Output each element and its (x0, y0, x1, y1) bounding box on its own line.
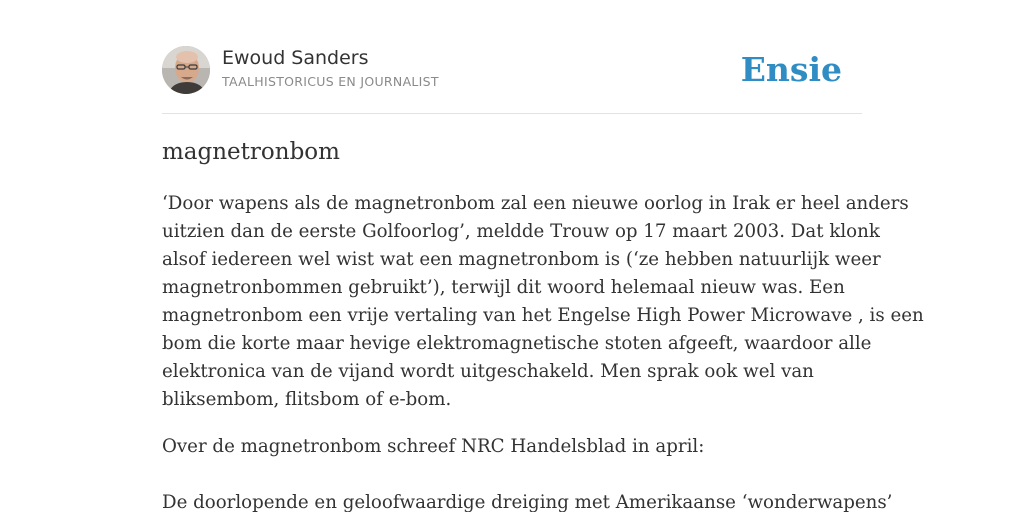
author-photo-icon (162, 46, 210, 94)
paragraph-nrc-intro (162, 433, 862, 461)
text-line: magnetronbommen gebruikt’), terwijl dit woord helemaal nieuw was. Een (162, 277, 845, 298)
paragraph-quote (162, 489, 893, 512)
text-line: bom die korte maar hevige elektromagnetische stoten afgeeft, waardoor alle (162, 333, 872, 354)
avatar[interactable] (162, 46, 210, 94)
author-header (162, 46, 862, 96)
ensie-logo-link[interactable]: Ensie (740, 50, 842, 89)
paragraph-intro (162, 190, 924, 414)
page-title: magnetronbom (162, 139, 340, 165)
header-divider (162, 113, 862, 114)
article-body (162, 190, 924, 512)
text-line: alsof iedereen wel wist wat een magnetronbom is (‘ze hebben natuurlijk weer (162, 249, 881, 270)
text-line: magnetronbom een vrije vertaling van het Engelse High Power Microwave , is een (162, 305, 924, 326)
text-line: bliksembom, flitsbom of e-bom. (162, 389, 452, 410)
text-line: De doorlopende en geloofwaardige dreiging met Amerikaanse ‘wonderwapens’ (162, 492, 893, 512)
author-name[interactable]: Ewoud Sanders (222, 47, 369, 69)
text-line: uitzien dan de eerste Golfoorlog’, meldde Trouw op 17 maart 2003. Dat klonk (162, 221, 880, 242)
text-line: Over de magnetronbom schreef NRC Handelsblad in april: (162, 436, 705, 457)
author-role: TAALHISTORICUS EN JOURNALIST (222, 74, 439, 89)
text-line: elektronica van de vijand wordt uitgeschakeld. Men sprak ook wel van (162, 361, 814, 382)
text-line: ‘Door wapens als de magnetronbom zal een nieuwe oorlog in Irak er heel anders (162, 193, 909, 214)
